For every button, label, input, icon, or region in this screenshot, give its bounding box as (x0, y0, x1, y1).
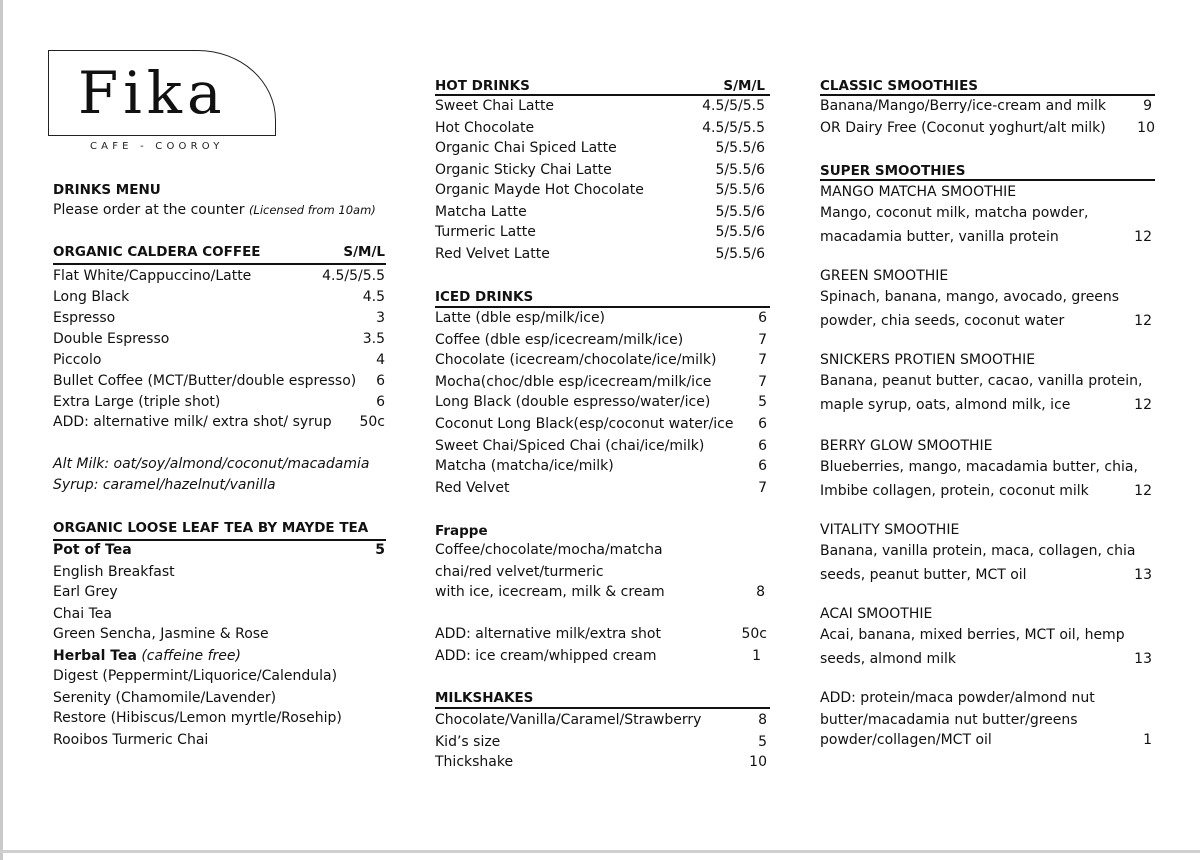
smoothie-add-line-2: butter/macadamia nut butter/greens (820, 712, 1078, 728)
iced-drink-item: Mocha(choc/dble esp/icecream/milk/ice (435, 374, 712, 390)
coffee-item-price: 6 (376, 394, 385, 410)
milkshakes-title: MILKSHAKES (435, 690, 534, 706)
iced-drink-price: 5 (758, 394, 767, 410)
herbal-tea-note: (caffeine free) (141, 648, 241, 664)
iced-drink-price: 6 (758, 438, 767, 454)
smoothie-name: MANGO MATCHA SMOOTHIE (820, 184, 1017, 200)
order-text: Please order at the counter (53, 202, 245, 218)
smoothie-desc-line: Mango, coconut milk, matcha powder, (820, 205, 1089, 221)
tea-item: English Breakfast (53, 564, 175, 580)
coffee-item-price: 3.5 (362, 331, 385, 347)
coffee-item: Extra Large (triple shot) (53, 394, 221, 410)
hot-drink-price: 5/5.5/6 (715, 140, 765, 156)
smoothie-price: 13 (1134, 567, 1152, 583)
smoothie-price: 12 (1134, 313, 1152, 329)
coffee-item: Bullet Coffee (MCT/Butter/double espresso) (53, 373, 357, 389)
hot-drink-item: Hot Chocolate (435, 120, 535, 136)
iced-drink-item: Coffee (dble esp/icecream/milk/ice) (435, 332, 684, 348)
herbal-tea-label: Herbal Tea (53, 648, 137, 664)
order-instruction (53, 200, 376, 221)
pot-of-tea-price: 5 (375, 542, 385, 558)
iced-drink-price: 6 (758, 310, 767, 326)
coffee-item: ADD: alternative milk/ extra shot/ syrup (53, 414, 332, 430)
smoothie-add-price: 1 (1143, 732, 1152, 748)
hot-drink-item: Organic Sticky Chai Latte (435, 162, 612, 178)
iced-drink-price: 7 (758, 480, 767, 496)
coffee-item-price: 4.5 (362, 289, 385, 305)
smoothie-name: VITALITY SMOOTHIE (820, 522, 960, 538)
smoothie-desc-line: Blueberries, mango, macadamia butter, chia, (820, 459, 1138, 475)
hot-drink-price: 4.5/5/5.5 (702, 120, 765, 136)
syrup-note: Syrup: caramel/hazelnut/vanilla (53, 477, 276, 493)
smoothie-desc-line: Banana, peanut butter, cacao, vanilla protein, (820, 373, 1143, 389)
smoothie-name: BERRY GLOW SMOOTHIE (820, 438, 993, 454)
milkshake-price: 10 (749, 754, 767, 770)
hot-size-header: S/M/L (723, 78, 765, 94)
iced-drink-item: Chocolate (icecream/chocolate/ice/milk) (435, 352, 717, 368)
iced-section-title: ICED DRINKS (435, 289, 534, 305)
smoothie-desc-line: Spinach, banana, mango, avocado, greens (820, 289, 1120, 305)
coffee-item-price: 3 (376, 310, 385, 326)
smoothie-price: 13 (1134, 651, 1152, 667)
coffee-item: Espresso (53, 310, 116, 326)
smoothie-price: 12 (1134, 229, 1152, 245)
page-bottom-edge (0, 850, 1200, 853)
coffee-rule (53, 263, 386, 265)
iced-drink-item: Coconut Long Black(esp/coconut water/ice (435, 416, 734, 432)
menu-title: DRINKS MENU (53, 182, 161, 198)
iced-drink-price: 7 (758, 374, 767, 390)
classic-item-1: Banana/Mango/Berry/ice-cream and milk (820, 98, 1106, 114)
hot-drink-item: Sweet Chai Latte (435, 98, 555, 114)
milkshake-item: Thickshake (435, 754, 514, 770)
milkshake-price: 8 (758, 712, 767, 728)
frappe-price: 8 (756, 584, 765, 600)
hot-drink-item: Turmeric Latte (435, 224, 536, 240)
frappe-add-2-price: 1 (752, 648, 761, 664)
classic-item-2: OR Dairy Free (Coconut yoghurt/alt milk) (820, 120, 1106, 136)
smoothie-desc-line: Acai, banana, mixed berries, MCT oil, hemp (820, 627, 1125, 643)
classic-smoothies-title: CLASSIC SMOOTHIES (820, 78, 979, 94)
licensed-note: (Licensed from 10am) (248, 203, 376, 217)
smoothie-name: SNICKERS PROTIEN SMOOTHIE (820, 352, 1036, 368)
iced-drink-price: 6 (758, 458, 767, 474)
alt-milk-note: Alt Milk: oat/soy/almond/coconut/macadamia (53, 456, 370, 472)
herbal-tea-item: Restore (Hibiscus/Lemon myrtle/Rosehip) (53, 710, 342, 726)
smoothie-price: 12 (1134, 397, 1152, 413)
smoothie-price: 12 (1134, 483, 1152, 499)
milkshake-item: Kid’s size (435, 734, 501, 750)
logo-wordmark: Fika (78, 59, 227, 127)
tea-item: Green Sencha, Jasmine & Rose (53, 626, 269, 642)
hot-drink-item: Organic Mayde Hot Chocolate (435, 182, 644, 198)
frappe-add-1: ADD: alternative milk/extra shot (435, 626, 661, 642)
iced-drink-item: Red Velvet (435, 480, 510, 496)
iced-drink-item: Long Black (double espresso/water/ice) (435, 394, 711, 410)
iced-drink-item: Matcha (matcha/ice/milk) (435, 458, 614, 474)
coffee-item: Flat White/Cappuccino/Latte (53, 268, 252, 284)
hot-drink-price: 5/5.5/6 (715, 182, 765, 198)
smoothie-name: GREEN SMOOTHIE (820, 268, 949, 284)
coffee-item-price: 4.5/5/5.5 (322, 268, 385, 284)
hot-drink-price: 5/5.5/6 (715, 224, 765, 240)
coffee-item-price: 6 (376, 373, 385, 389)
coffee-item: Long Black (53, 289, 130, 305)
iced-drink-price: 7 (758, 332, 767, 348)
coffee-item: Double Espresso (53, 331, 170, 347)
page-left-edge (0, 0, 3, 860)
milkshake-price: 5 (758, 734, 767, 750)
frappe-add-2: ADD: ice cream/whipped cream (435, 648, 657, 664)
smoothie-desc-line: macadamia butter, vanilla protein (820, 229, 1059, 245)
herbal-tea-item: Rooibos Turmeric Chai (53, 732, 209, 748)
smoothie-desc-line: Banana, vanilla protein, maca, collagen, chia (820, 543, 1136, 559)
logo-subtitle: CAFE - COOROY (90, 141, 224, 152)
frappe-title: Frappe (435, 523, 488, 539)
iced-drink-item: Sweet Chai/Spiced Chai (chai/ice/milk) (435, 438, 705, 454)
iced-drink-item: Latte (dble esp/milk/ice) (435, 310, 606, 326)
iced-drink-price: 6 (758, 416, 767, 432)
coffee-item: Piccolo (53, 352, 102, 368)
smoothie-name: ACAI SMOOTHIE (820, 606, 933, 622)
coffee-item-price: 4 (376, 352, 385, 368)
hot-drink-price: 5/5.5/6 (715, 162, 765, 178)
coffee-item-price: 50c (359, 414, 385, 430)
hot-drink-item: Red Velvet Latte (435, 246, 550, 262)
classic-item-1-price: 9 (1143, 98, 1152, 114)
herbal-tea-item: Digest (Peppermint/Liquorice/Calendula) (53, 668, 338, 684)
hot-drink-price: 5/5.5/6 (715, 204, 765, 220)
coffee-section-title: ORGANIC CALDERA COFFEE (53, 244, 261, 260)
smoothie-desc-line: seeds, almond milk (820, 651, 957, 667)
hot-drink-price: 4.5/5/5.5 (702, 98, 765, 114)
smoothie-desc-line: powder, chia seeds, coconut water (820, 313, 1065, 329)
frappe-line-1: Coffee/chocolate/mocha/matcha (435, 542, 663, 558)
iced-drink-price: 7 (758, 352, 767, 368)
classic-item-2-price: 10 (1137, 120, 1155, 136)
pot-of-tea-label: Pot of Tea (53, 542, 132, 558)
smoothie-desc-line: seeds, peanut butter, MCT oil (820, 567, 1027, 583)
smoothie-add-line-3: powder/collagen/MCT oil (820, 732, 992, 748)
frappe-add-1-price: 50c (741, 626, 767, 642)
tea-item: Earl Grey (53, 584, 118, 600)
milkshakes-rule (435, 707, 770, 709)
hot-drink-item: Matcha Latte (435, 204, 527, 220)
frappe-line-2: chai/red velvet/turmeric (435, 564, 604, 580)
herbal-tea-heading (53, 646, 241, 667)
tea-section-title: ORGANIC LOOSE LEAF TEA BY MAYDE TEA (53, 520, 369, 536)
super-rule (820, 179, 1155, 181)
hot-section-title: HOT DRINKS (435, 78, 530, 94)
hot-drink-price: 5/5.5/6 (715, 246, 765, 262)
frappe-line-3: with ice, icecream, milk & cream (435, 584, 665, 600)
coffee-size-header: S/M/L (343, 244, 385, 260)
hot-drink-item: Organic Chai Spiced Latte (435, 140, 617, 156)
smoothie-desc-line: maple syrup, oats, almond milk, ice (820, 397, 1071, 413)
super-smoothies-title: SUPER SMOOTHIES (820, 163, 966, 179)
smoothie-add-line-1: ADD: protein/maca powder/almond nut (820, 690, 1095, 706)
herbal-tea-item: Serenity (Chamomile/Lavender) (53, 690, 277, 706)
milkshake-item: Chocolate/Vanilla/Caramel/Strawberry (435, 712, 702, 728)
smoothie-desc-line: Imbibe collagen, protein, coconut milk (820, 483, 1089, 499)
tea-item: Chai Tea (53, 606, 112, 622)
